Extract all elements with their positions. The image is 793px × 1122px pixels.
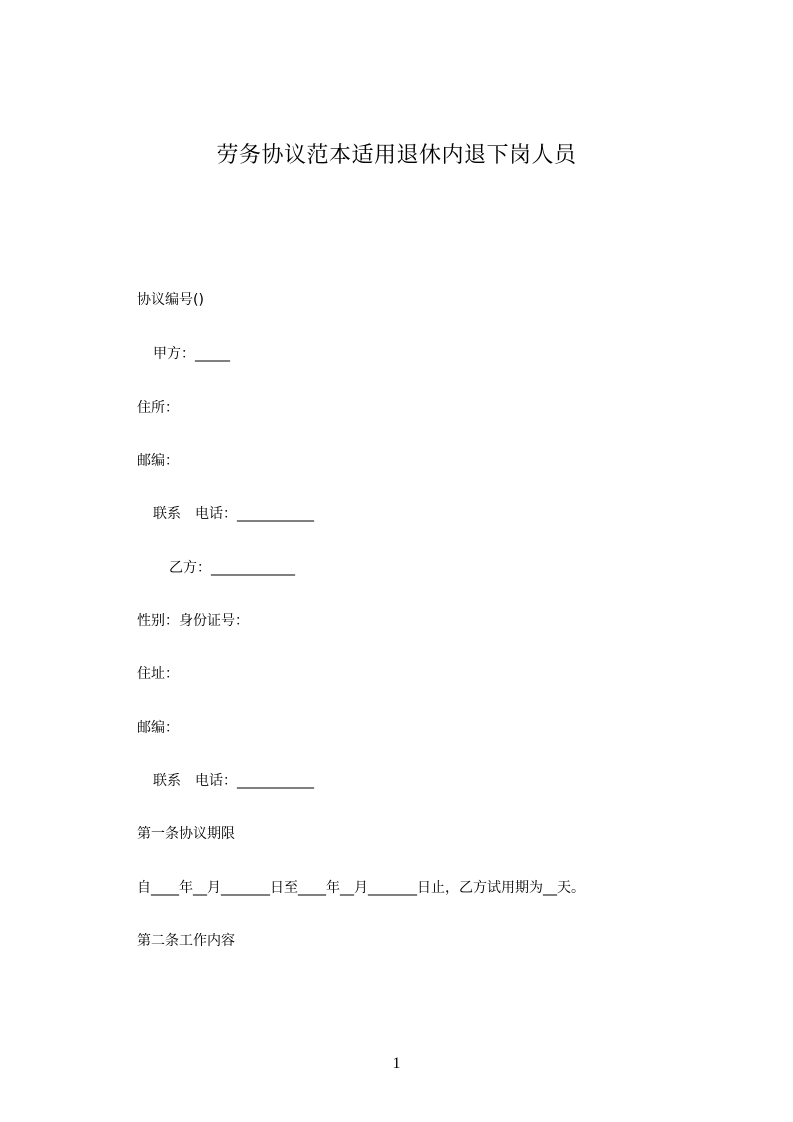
party-a-address-line: 住所： — [137, 400, 179, 416]
party-a-line: 甲方：_____ — [153, 346, 230, 362]
agreement-number-line: 协议编号() — [137, 292, 204, 308]
party-b-phone-line: 联系 电话：___________ — [153, 773, 314, 789]
party-b-line: 乙方：____________ — [169, 560, 295, 576]
document-title: 劳务协议范本适用退休内退下岗人员 — [216, 143, 577, 168]
party-b-address-line: 住址： — [137, 666, 179, 682]
agreement-term-line: 自____年__月_______日至____年__月_______日止，乙方试用期为__天。 — [137, 880, 585, 896]
party-a-phone-line: 联系 电话：___________ — [153, 506, 314, 522]
party-a-postcode-line: 邮编： — [137, 453, 179, 469]
article-two-heading: 第二条工作内容 — [137, 933, 235, 949]
article-one-heading: 第一条协议期限 — [137, 826, 235, 842]
party-b-gender-id-line: 性别：身份证号： — [137, 613, 249, 629]
party-b-postcode-line: 邮编： — [137, 720, 179, 736]
page-number: 1 — [392, 1055, 401, 1072]
